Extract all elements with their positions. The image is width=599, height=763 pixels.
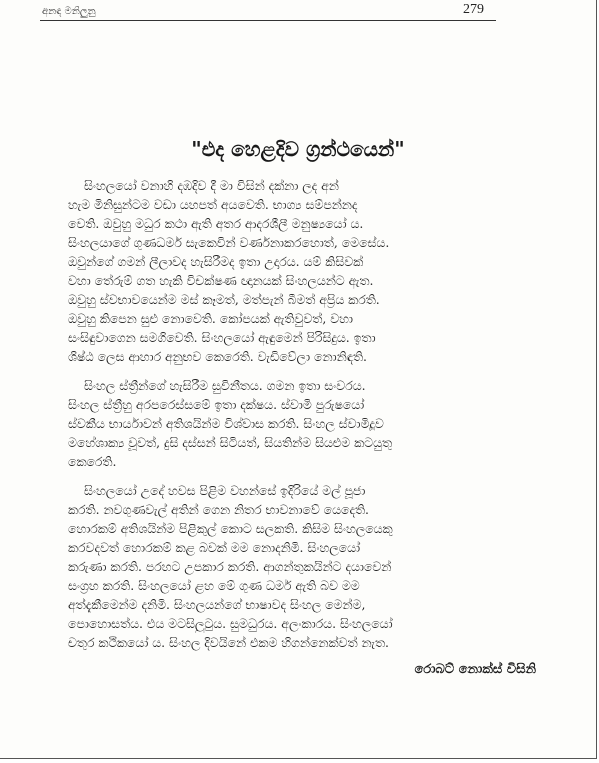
text-line: සංසිඳුවාගෙන සමගිවෙති. සිංහලයෝ ඇඳුමෙන් පිරිසිදුය. ඉතා [68, 330, 376, 345]
text-line: හැම මිනිසුන්ටම වඩා යහපත් අයවෙති. භාග්‍ය සම්පන්නද [68, 197, 358, 212]
paragraph-3 [68, 481, 536, 652]
text-line: සිංහලයාගේ ගුණධර්ම සැකෙවින් වර්ණනාකරහොත්, මෙසේය. [68, 235, 390, 250]
text-line: අත්දැකීමෙන්ම දනිමි. සිංහලයන්ගේ භාෂාවද සිංහල මෙන්ම, [68, 597, 366, 612]
text-line: පොහොසත්ය. එය මටසිලුටුය. සුමධුරය. අලංකාරය. සිංහලයෝ [68, 616, 393, 631]
text-line: සංග්‍රහ කරති. සිංහලයෝ ළහ මේ ගුණ ධර්ම ඇති බව මම [68, 578, 360, 593]
text-line: චතුර කථිකයෝ ය. සිංහල දිවයිනේ එකම හිගන්නෙක්වත් නැත. [68, 635, 389, 650]
text-line: මහේශාක්‍ය වූවත්, දුසි දස්සන් සිටියත්, සියතින්ම සියළුම කටයුතු [68, 435, 393, 450]
text-line: ඔවුහු කිපෙන සුළු නොවෙති. කෝපයක් ඇතිවුවත්, වහා [68, 311, 353, 326]
text-line: කරති. නවගුණවැල් අතින් ගෙන නිතර භාවනාවේ යෙදෙති. [68, 502, 369, 517]
header-rule [40, 20, 496, 21]
text-line: සිංහල ස්ත්‍රීහු අරපරෙස්සමේ ඉතා දක්ෂය. ස්වාමි පුරුෂයෝ [68, 397, 365, 412]
text-line: ස්වකීය භාර්යාවන් අතිශයින්ම විශ්වාස කරති. සිංහල ස්වාමිදූව [68, 416, 384, 431]
text-line: හොරකම් අතිශයින්ම පිළිකුල් කොට සලකති. කිසිම සිංහලයෙකු [68, 521, 393, 536]
page-title: "එද හෙළදිව ග්‍රන්ථයෙන්" [191, 137, 405, 161]
running-head: අනඳ මනිලුනු [42, 6, 96, 17]
text-line: වෙති. ඔවුහු මධුර කථා ඇති අතර ආදරශීලී මනුෂ්‍යයෝ ය. [68, 216, 364, 231]
text-line: කරුණා කරති. පරහට උපකාර කරති. ආගන්තුකයින්ට දයාවෙන් [68, 559, 392, 574]
paragraph-1 [68, 176, 536, 366]
page-number: 279 [463, 2, 484, 17]
text-line: ඔවුන්ගේ ගමන් ලීලාවද හැසිරීමද ඉතා උදාරය. යම් කිසිවක් [68, 254, 364, 269]
paragraph-2 [68, 376, 536, 471]
text-line: කෙරෙති. [68, 454, 117, 469]
text-line: ඔවුහු ස්වභාවයෙන්ම මස් කෑමත්, මත්පැන් බීමත් අප්‍රිය කරති. [68, 292, 380, 307]
text-line: වහා තේරුම් ගත හැකි විචක්ෂණ ඥානයක් සිංහලයන්ට ඇත. [68, 273, 374, 288]
author-signature: රොබට් නොක්ස් විසිනි [414, 662, 536, 677]
text-line: කරවදවත් හොරකම් කළ බවක් මම නොදනිමි. සිංහලයෝ [68, 540, 361, 555]
text-line: සිංහලයෝ වනාහි දඹදිව දී මා විසින් දක්නා ලද අන් [84, 178, 339, 193]
text-line: ශිෂ්ඨ ලෙස ආහාර අනුභව කෙරෙති. වැඩිවේලා නොනිඳති. [68, 349, 367, 364]
text-line: සිංහලයෝ උදේ හවස පිළිම වහන්සේ ඉදිරියේ මල් පූජා [84, 483, 366, 498]
text-line: සිංහල ස්ත්‍රීන්ගේ හැසිරීම සුවිනීතය. ගමන ඉතා සංවරය. [84, 378, 366, 393]
article-body [68, 176, 536, 677]
